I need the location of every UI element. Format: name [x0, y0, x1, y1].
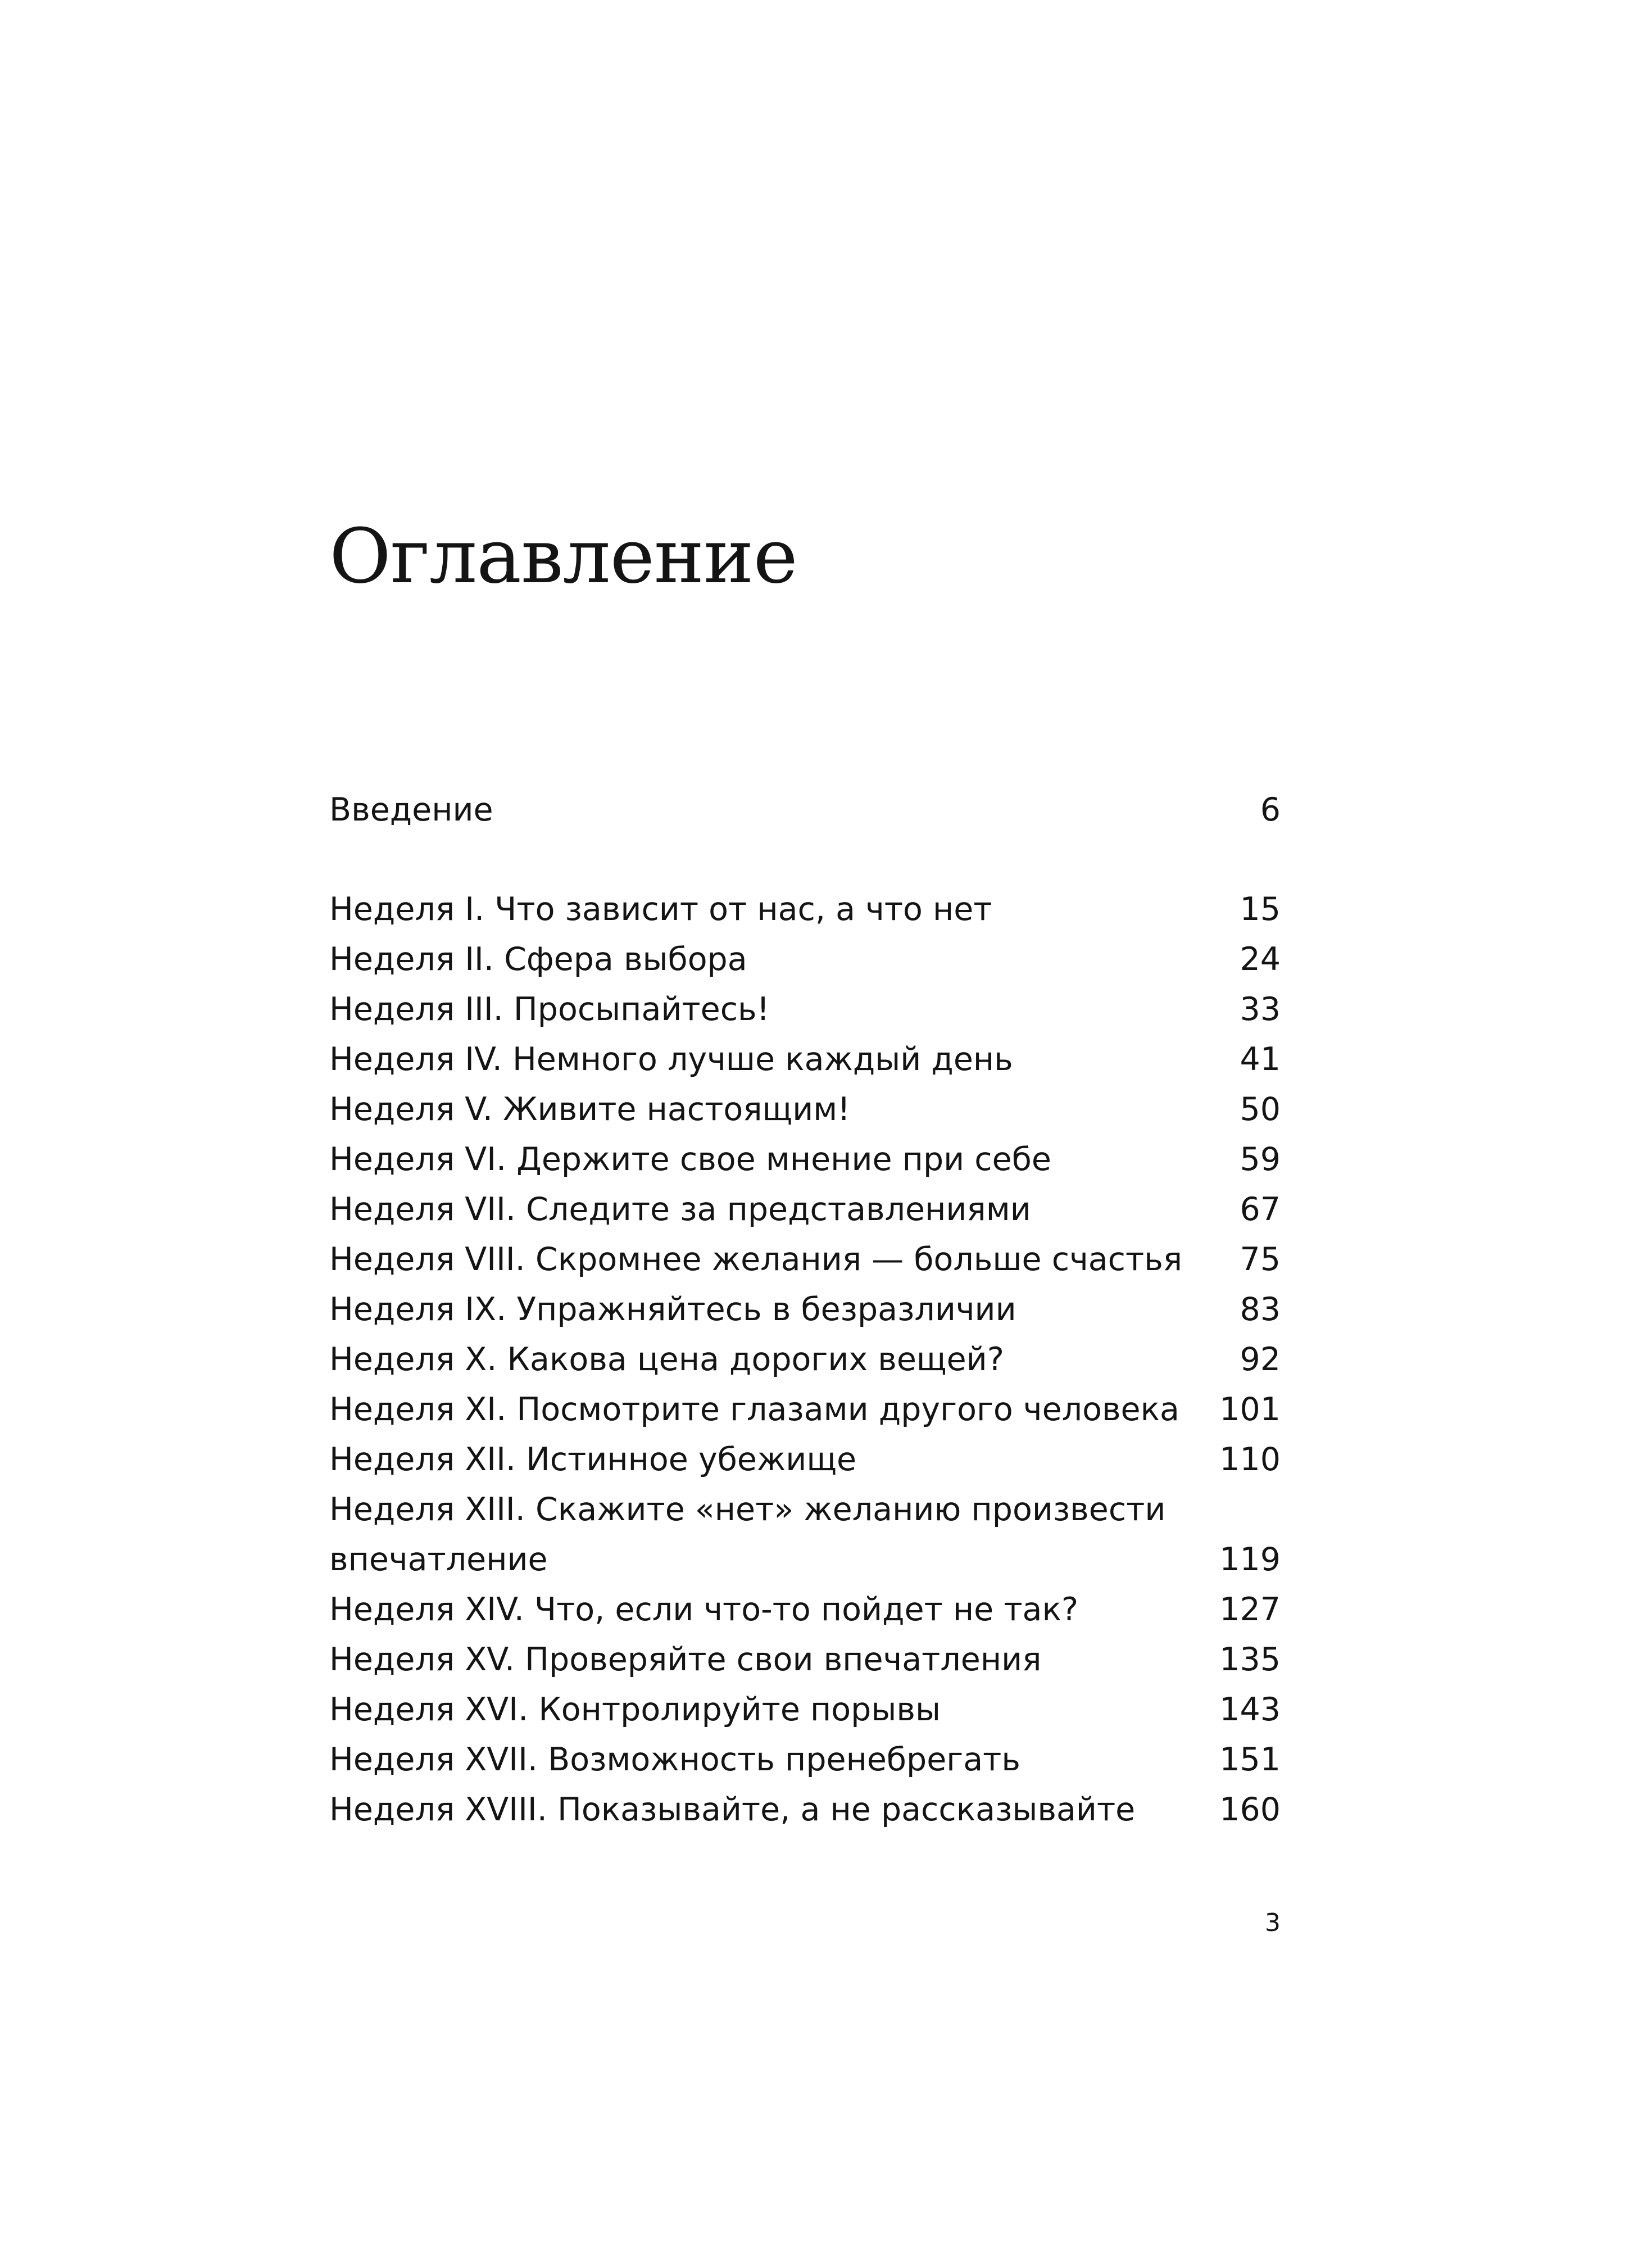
toc-entry — [329, 1035, 1281, 1085]
toc-entry — [329, 1435, 1281, 1485]
toc-entry-title: Неделя I. Что зависит от нас, а что нет — [329, 891, 992, 928]
toc-entry-title: Неделя VIII. Скромнее желания — больше счастья — [329, 1241, 1183, 1278]
toc-entry-page: 24 — [1240, 941, 1281, 978]
toc-entry-title: Введение — [329, 791, 493, 828]
toc-entry-page: 67 — [1240, 1191, 1281, 1228]
toc-entry — [329, 1785, 1281, 1835]
toc-entry — [329, 885, 1281, 935]
toc-entry-title: Неделя IV. Немного лучше каждый день — [329, 1041, 1013, 1078]
toc-entry-title: Неделя XIII. Скажите «нет» желанию произвести впечатление — [329, 1491, 1166, 1578]
toc-entry — [329, 1485, 1281, 1585]
toc-entry — [329, 985, 1281, 1035]
page-title: Оглавление — [329, 513, 797, 600]
toc-entry — [329, 1285, 1281, 1335]
toc-entry-title: Неделя VII. Следите за представлениями — [329, 1191, 1031, 1228]
toc-entry-page: 33 — [1240, 991, 1281, 1028]
toc-entry — [329, 1585, 1281, 1635]
toc-entry-page: 135 — [1219, 1641, 1281, 1678]
toc-entry-title: Неделя X. Какова цена дорогих вещей? — [329, 1341, 1004, 1378]
toc-entry-page: 160 — [1219, 1791, 1281, 1828]
toc-entry-page: 143 — [1219, 1691, 1281, 1728]
toc-entry-page: 101 — [1219, 1391, 1281, 1428]
table-of-contents — [329, 785, 1281, 1835]
toc-entry — [329, 1385, 1281, 1435]
toc-entry — [329, 1135, 1281, 1185]
toc-entry-page: 6 — [1260, 791, 1281, 828]
toc-entry-page: 83 — [1240, 1291, 1281, 1328]
toc-entry-title: Неделя V. Живите настоящим! — [329, 1091, 851, 1128]
toc-entry — [329, 935, 1281, 985]
toc-entry-title: Неделя XV. Проверяйте свои впечатления — [329, 1641, 1042, 1678]
toc-entry — [329, 1685, 1281, 1735]
toc-entry-title: Неделя VI. Держите свое мнение при себе — [329, 1141, 1051, 1178]
toc-entry-title: Неделя III. Просыпайтесь! — [329, 991, 770, 1028]
toc-entry-page: 119 — [1219, 1541, 1281, 1578]
toc-entry-title: Неделя XIV. Что, если что-то пойдет не так? — [329, 1591, 1079, 1628]
toc-entry-page: 59 — [1240, 1141, 1281, 1178]
toc-entry-page: 15 — [1240, 891, 1281, 928]
toc-entry-page: 110 — [1219, 1441, 1281, 1478]
toc-entry — [329, 1735, 1281, 1785]
toc-entry-page: 127 — [1219, 1591, 1281, 1628]
toc-entry-page: 50 — [1240, 1091, 1281, 1128]
toc-entry-title: Неделя IX. Упражняйтесь в безразличии — [329, 1291, 1016, 1328]
toc-entry-page: 41 — [1240, 1041, 1281, 1078]
toc-entry — [329, 1085, 1281, 1135]
toc-entry-title: Неделя XII. Истинное убежище — [329, 1441, 857, 1478]
toc-entry-page: 151 — [1219, 1741, 1281, 1778]
toc-entry-title: Неделя II. Сфера выбора — [329, 941, 747, 978]
toc-entry-title: Неделя XVII. Возможность пренебрегать — [329, 1741, 1020, 1778]
toc-entry-title: Неделя XVIII. Показывайте, а не рассказывайте — [329, 1791, 1136, 1828]
page-number: 3 — [1265, 1909, 1281, 1937]
toc-entry-title: Неделя XI. Посмотрите глазами другого человека — [329, 1391, 1179, 1428]
toc-entry — [329, 1335, 1281, 1385]
toc-entry — [329, 1235, 1281, 1285]
toc-entry — [329, 1635, 1281, 1685]
toc-entry-page: 92 — [1240, 1341, 1281, 1378]
toc-entry — [329, 1185, 1281, 1235]
toc-entry-intro — [329, 785, 1281, 835]
toc-entry-title: Неделя XVI. Контролируйте порывы — [329, 1691, 941, 1728]
toc-entry-page: 75 — [1240, 1241, 1281, 1278]
